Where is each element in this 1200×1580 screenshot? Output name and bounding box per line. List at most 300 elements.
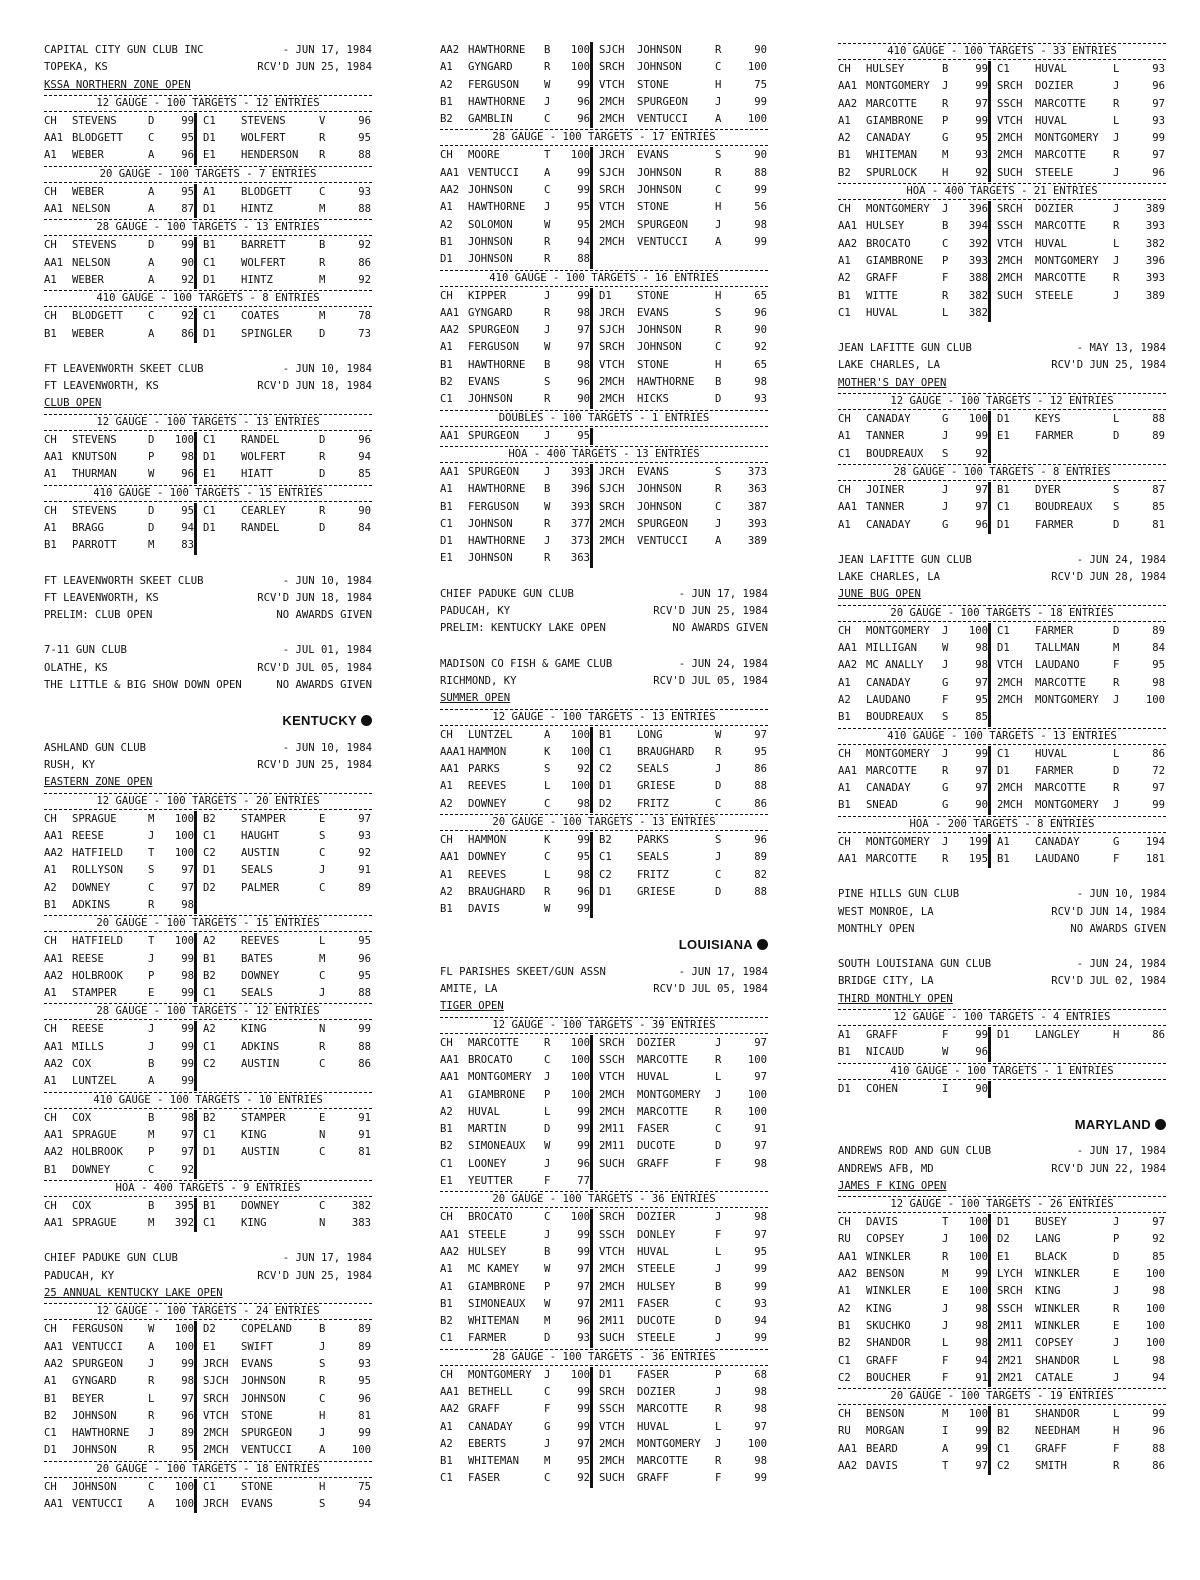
result-row <box>440 481 768 498</box>
left-score: 99 <box>975 1268 988 1281</box>
award-note: NO AWARDS GIVEN <box>276 609 372 622</box>
right-score: 89 <box>1152 430 1165 443</box>
right-class: SUCH <box>997 289 1023 302</box>
result-right <box>593 1401 768 1418</box>
club-location-line <box>44 378 372 395</box>
right-class: A1 <box>997 835 1010 848</box>
result-left <box>44 1373 194 1390</box>
left-class: C1 <box>440 1157 453 1170</box>
right-initial: F <box>1113 852 1120 865</box>
received-date: RCV'D JUN 25, 1984 <box>257 758 372 771</box>
left-shooter: MC KAMEY <box>468 1263 520 1276</box>
left-initial: R <box>544 885 551 898</box>
result-row <box>44 985 372 1002</box>
result-left <box>44 1162 194 1179</box>
right-class: E1 <box>997 1250 1010 1263</box>
right-score: 95 <box>358 969 371 982</box>
result-right <box>197 1056 372 1073</box>
left-shooter: GIAMBRONE <box>866 254 924 267</box>
result-row <box>44 897 372 914</box>
left-score: 396 <box>968 203 988 216</box>
left-shooter: CANADAY <box>866 413 911 426</box>
right-class: C1 <box>203 433 216 446</box>
club-city: ANDREWS AFB, MD <box>838 1162 934 1175</box>
right-initial: R <box>715 324 722 337</box>
club-city: FT LEAVENWORTH, KS <box>44 591 159 604</box>
result-right <box>593 1367 768 1384</box>
right-class: SSCH <box>997 220 1023 233</box>
right-initial: L <box>1113 413 1120 426</box>
result-right <box>991 797 1166 814</box>
left-shooter: HOLBROOK <box>72 969 124 982</box>
right-initial: R <box>319 132 326 145</box>
left-initial: A <box>148 273 155 286</box>
right-initial: H <box>319 1480 326 1493</box>
right-score: 90 <box>754 324 767 337</box>
left-initial: M <box>544 1455 551 1468</box>
left-shooter: SKUCHKO <box>866 1319 911 1332</box>
right-initial: R <box>1113 97 1120 110</box>
right-score: 98 <box>754 1386 767 1398</box>
right-initial: D <box>715 780 722 793</box>
right-shooter: DYER <box>1035 483 1061 496</box>
right-score <box>1127 1081 1165 1098</box>
right-class: SRCH <box>997 203 1023 216</box>
result-left <box>440 1069 590 1086</box>
left-initial: K <box>544 833 551 846</box>
right-shooter: WOLFERT <box>241 256 286 269</box>
right-score: 90 <box>358 504 371 517</box>
left-score: 100 <box>968 413 988 426</box>
result-row <box>440 1227 768 1244</box>
result-right <box>197 1496 372 1513</box>
result-row <box>44 1215 372 1232</box>
right-shooter: CANADAY <box>1035 835 1080 848</box>
right-score: 84 <box>1152 642 1165 655</box>
right-class: VTCH <box>599 1245 625 1258</box>
result-row <box>44 449 372 466</box>
right-class: C2 <box>599 868 612 881</box>
result-row <box>838 96 1166 113</box>
right-shooter: JOHNSON <box>637 500 682 513</box>
left-score: 99 <box>577 1403 590 1416</box>
result-row <box>440 59 768 76</box>
left-class: A2 <box>838 132 851 145</box>
result-left <box>440 1104 590 1121</box>
event-name: CLUB OPEN <box>44 397 102 410</box>
result-row <box>44 1056 372 1073</box>
right-score: 98 <box>1152 1354 1165 1367</box>
left-initial: B <box>544 44 551 56</box>
left-score: 100 <box>570 1211 590 1224</box>
left-shooter: BROCATO <box>468 1211 513 1224</box>
club-result <box>838 886 1166 938</box>
result-row <box>440 1173 768 1190</box>
shoot-date: - JUN 17, 1984 <box>678 587 768 600</box>
left-shooter: LUNTZEL <box>72 1075 117 1088</box>
left-class: A2 <box>440 218 453 231</box>
result-left <box>440 481 590 498</box>
left-initial: R <box>942 1250 949 1263</box>
left-initial: W <box>544 78 551 91</box>
right-shooter: AUSTIN <box>241 1146 280 1159</box>
gauge-header: 20 GAUGE - 100 TARGETS - 13 ENTRIES <box>440 814 768 831</box>
left-initial: J <box>942 1233 949 1246</box>
left-class: B1 <box>838 1046 851 1059</box>
club-city: LAKE CHARLES, LA <box>838 571 941 584</box>
result-row <box>440 391 768 408</box>
left-score: 98 <box>181 898 194 911</box>
left-score: 100 <box>570 1088 590 1101</box>
left-class: E1 <box>440 552 453 565</box>
left-initial: G <box>942 676 949 689</box>
right-class: VTCH <box>599 358 625 371</box>
right-class: JRCH <box>203 1498 229 1510</box>
result-row <box>44 1110 372 1127</box>
right-initial: J <box>319 987 326 1000</box>
right-score <box>729 428 767 445</box>
result-row <box>44 466 372 483</box>
left-initial: J <box>942 1302 949 1315</box>
left-class: CH <box>838 203 851 216</box>
result-right <box>593 374 768 391</box>
result-row <box>440 339 768 356</box>
right-class: 2MCH <box>997 149 1023 162</box>
right-score: 75 <box>358 1480 371 1493</box>
right-score: 99 <box>754 235 767 248</box>
right-score: 92 <box>358 239 371 252</box>
club-result <box>44 1250 372 1513</box>
right-score: 389 <box>1145 289 1165 302</box>
right-class: C2 <box>203 847 216 860</box>
right-score: 88 <box>358 149 371 162</box>
left-score: 99 <box>577 1228 590 1241</box>
left-class: B1 <box>838 149 851 162</box>
result-row <box>440 727 768 744</box>
left-score: 99 <box>181 1357 194 1370</box>
left-initial: J <box>544 1228 551 1241</box>
result-left <box>440 339 590 356</box>
left-initial: B <box>942 63 949 75</box>
left-initial: P <box>942 254 949 267</box>
right-score: 99 <box>754 1263 767 1276</box>
left-class: CH <box>44 812 57 825</box>
shoot-date: - JUN 17, 1984 <box>282 44 372 56</box>
result-row <box>440 849 768 866</box>
left-class: AA1 <box>44 451 64 464</box>
result-left <box>440 901 590 918</box>
result-right <box>991 428 1166 445</box>
left-score: 97 <box>577 1280 590 1293</box>
right-initial: N <box>319 1217 326 1230</box>
left-shooter: SIMONEAUX <box>468 1297 526 1310</box>
left-initial: M <box>148 1217 155 1230</box>
left-class: CH <box>44 433 57 446</box>
result-row <box>440 1470 768 1487</box>
right-score: 88 <box>358 203 371 216</box>
left-initial: C <box>544 1211 551 1224</box>
right-score <box>333 1073 371 1090</box>
right-shooter: HUVAL <box>637 1245 669 1258</box>
left-class: AA1 <box>440 1071 460 1084</box>
left-shooter: TANNER <box>866 430 905 443</box>
right-score <box>729 251 767 268</box>
left-initial: L <box>942 306 949 319</box>
left-initial: G <box>942 518 949 531</box>
result-row <box>44 845 372 862</box>
shoot-date: - JUN 10, 1984 <box>1076 888 1166 901</box>
result-right <box>197 449 372 466</box>
right-shooter: HUVAL <box>1035 63 1067 75</box>
left-class: A1 <box>440 1280 453 1293</box>
results-column-1 <box>44 42 372 1531</box>
left-shooter: COPSEY <box>866 1233 905 1246</box>
result-left <box>440 59 590 76</box>
left-shooter: BROCATO <box>866 237 911 250</box>
result-row <box>440 796 768 813</box>
result-left <box>838 201 988 218</box>
right-initial <box>1113 446 1127 463</box>
right-score: 97 <box>754 1036 767 1049</box>
result-left <box>838 692 988 709</box>
left-initial: J <box>544 535 551 548</box>
left-initial: D <box>148 114 155 127</box>
right-score: 94 <box>358 451 371 464</box>
shoot-date: - JUN 24, 1984 <box>1076 958 1166 971</box>
shoot-date: - JUN 10, 1984 <box>282 574 372 587</box>
club-result <box>44 642 372 694</box>
club-location-line <box>44 660 372 677</box>
right-score: 97 <box>358 812 371 825</box>
right-score: 98 <box>754 376 767 389</box>
left-initial: J <box>148 1023 155 1036</box>
left-score: 95 <box>577 429 590 442</box>
right-initial: C <box>319 1392 326 1405</box>
club-location-line <box>440 673 768 690</box>
gauge-header: 410 GAUGE - 100 TARGETS - 13 ENTRIES <box>838 728 1166 745</box>
right-score: 91 <box>754 1123 767 1136</box>
result-row <box>838 1027 1166 1044</box>
left-initial: J <box>544 1437 551 1450</box>
right-class: D1 <box>203 864 216 877</box>
right-initial: R <box>1113 272 1120 285</box>
right-shooter: HUVAL <box>1035 747 1067 760</box>
right-score: 98 <box>754 1403 767 1416</box>
right-class: 2MCH <box>599 517 625 530</box>
received-date: RCV'D JUN 25, 1984 <box>257 1269 372 1282</box>
club-name: JEAN LAFITTE GUN CLUB <box>838 342 972 355</box>
left-class: AA2 <box>440 324 460 337</box>
right-initial: J <box>715 1386 722 1398</box>
left-initial: C <box>544 184 551 197</box>
left-class: A1 <box>440 1263 453 1276</box>
right-initial: C <box>715 1297 722 1310</box>
result-left <box>44 1391 194 1408</box>
right-shooter: EVANS <box>637 149 669 162</box>
left-score: 96 <box>577 1157 590 1170</box>
right-shooter: AUSTIN <box>241 1058 280 1071</box>
left-shooter: MONTGOMERY <box>866 624 930 637</box>
left-class: AA1 <box>44 203 64 216</box>
result-row <box>440 1069 768 1086</box>
left-initial: F <box>942 1029 949 1042</box>
right-initial: A <box>715 113 722 126</box>
result-row <box>440 42 768 59</box>
right-shooter: DOWNEY <box>241 1199 280 1212</box>
right-initial: R <box>319 1040 326 1053</box>
left-initial: L <box>544 1105 551 1118</box>
left-class: B1 <box>440 500 453 513</box>
result-left <box>838 1318 988 1335</box>
right-shooter: JOHNSON <box>637 341 682 354</box>
right-score: 81 <box>1152 518 1165 531</box>
right-score: 93 <box>754 1297 767 1310</box>
right-initial: R <box>319 504 326 517</box>
left-score: 97 <box>975 1460 988 1472</box>
result-right <box>991 1231 1166 1248</box>
right-class: JRCH <box>599 306 625 319</box>
club-result-continued <box>838 43 1166 322</box>
right-class: SUCH <box>599 1157 625 1170</box>
left-score: 86 <box>181 327 194 340</box>
right-shooter: DOZIER <box>637 1386 676 1398</box>
result-row <box>440 428 768 445</box>
right-class: D1 <box>203 132 216 145</box>
club-header-line <box>838 340 1166 357</box>
right-score: 96 <box>754 833 767 846</box>
right-score: 95 <box>754 745 767 758</box>
right-shooter: GRAFF <box>637 1157 669 1170</box>
left-score: 94 <box>975 1354 988 1367</box>
right-initial: S <box>715 306 722 319</box>
left-score: 100 <box>570 728 590 741</box>
right-initial: R <box>319 256 326 269</box>
right-shooter: JOHNSON <box>637 44 682 56</box>
right-score: 93 <box>1152 63 1165 75</box>
left-shooter: HATFIELD <box>72 935 124 948</box>
result-right <box>197 147 372 164</box>
right-initial: C <box>319 847 326 860</box>
right-initial: L <box>1113 237 1120 250</box>
right-class <box>203 1073 241 1090</box>
left-initial: C <box>544 1472 551 1485</box>
result-row <box>440 217 768 234</box>
left-class: AA2 <box>440 1245 460 1258</box>
event-name: PRELIM: CLUB OPEN <box>44 609 153 622</box>
result-right <box>197 255 372 272</box>
left-initial: J <box>942 835 949 848</box>
club-location-line <box>838 1161 1166 1178</box>
left-initial: J <box>544 324 551 337</box>
right-shooter: LAUDANO <box>1035 852 1080 865</box>
left-shooter: BOUDREAUX <box>866 447 924 460</box>
left-score: 96 <box>181 468 194 481</box>
event-line <box>838 375 1166 392</box>
received-date: RCV'D JUN 25, 1984 <box>1051 359 1166 372</box>
left-shooter: GIAMBRONE <box>468 1088 526 1101</box>
result-row <box>838 675 1166 692</box>
left-score: 100 <box>570 745 590 758</box>
left-class: B2 <box>838 166 851 179</box>
left-shooter: JOHNSON <box>468 552 513 565</box>
right-shooter: SMITH <box>1035 1460 1067 1472</box>
result-row <box>838 1353 1166 1370</box>
result-left <box>440 1384 590 1401</box>
right-initial: C <box>319 185 326 198</box>
left-initial: D <box>544 1123 551 1136</box>
left-score: 395 <box>174 1199 194 1212</box>
right-shooter: HENDERSON <box>241 149 299 162</box>
result-right <box>197 880 372 897</box>
left-score: 85 <box>975 711 988 724</box>
left-score: 373 <box>570 535 590 548</box>
result-left <box>440 288 590 305</box>
right-shooter: SPURGEON <box>637 517 689 530</box>
left-class: AA1 <box>44 132 64 145</box>
left-score: 100 <box>174 1340 194 1353</box>
result-right <box>593 1035 768 1052</box>
right-score: 99 <box>754 1280 767 1293</box>
right-shooter: HUVAL <box>1035 114 1067 127</box>
right-class: D1 <box>997 518 1010 531</box>
right-class: C1 <box>599 851 612 864</box>
left-class: A2 <box>44 881 57 894</box>
left-score: 100 <box>174 1498 194 1510</box>
right-initial: B <box>319 239 326 252</box>
right-score: 86 <box>754 763 767 776</box>
left-initial: W <box>942 1046 949 1059</box>
left-class: AA1 <box>44 829 64 842</box>
club-location-line <box>44 590 372 607</box>
left-score: 89 <box>181 1427 194 1440</box>
left-score: 96 <box>577 376 590 389</box>
result-row <box>838 1249 1166 1266</box>
left-score: 97 <box>181 881 194 894</box>
left-initial: F <box>942 272 949 285</box>
left-score: 92 <box>577 1472 590 1485</box>
left-class: AA2 <box>838 97 858 110</box>
result-left <box>44 1215 194 1232</box>
right-shooter: MARCOTTE <box>637 1053 689 1066</box>
right-shooter: MARCOTTE <box>637 1105 689 1118</box>
result-row <box>44 1356 372 1373</box>
left-initial: R <box>544 393 551 406</box>
left-score: 97 <box>975 782 988 795</box>
right-shooter: SHANDOR <box>1035 1408 1080 1421</box>
gauge-header: 12 GAUGE - 100 TARGETS - 26 ENTRIES <box>838 1196 1166 1213</box>
right-initial <box>715 1173 729 1190</box>
result-right <box>991 1335 1166 1352</box>
right-class <box>203 1162 241 1179</box>
result-row <box>440 1121 768 1138</box>
left-class: AA2 <box>838 237 858 250</box>
right-class: SSCH <box>599 1053 625 1066</box>
right-shooter: WOLFERT <box>241 451 286 464</box>
right-class: C1 <box>203 1128 216 1141</box>
right-shooter: MARCOTTE <box>1035 97 1087 110</box>
right-initial <box>319 1162 333 1179</box>
right-score: 89 <box>1152 624 1165 637</box>
result-right <box>197 537 372 554</box>
result-right <box>197 130 372 147</box>
left-class: CH <box>440 833 453 846</box>
right-shooter: KING <box>241 1023 267 1036</box>
left-shooter: COHEN <box>866 1082 898 1095</box>
left-shooter: HUVAL <box>468 1105 500 1118</box>
right-class: E1 <box>203 468 216 481</box>
result-right <box>593 428 768 445</box>
left-initial: F <box>544 1175 551 1188</box>
